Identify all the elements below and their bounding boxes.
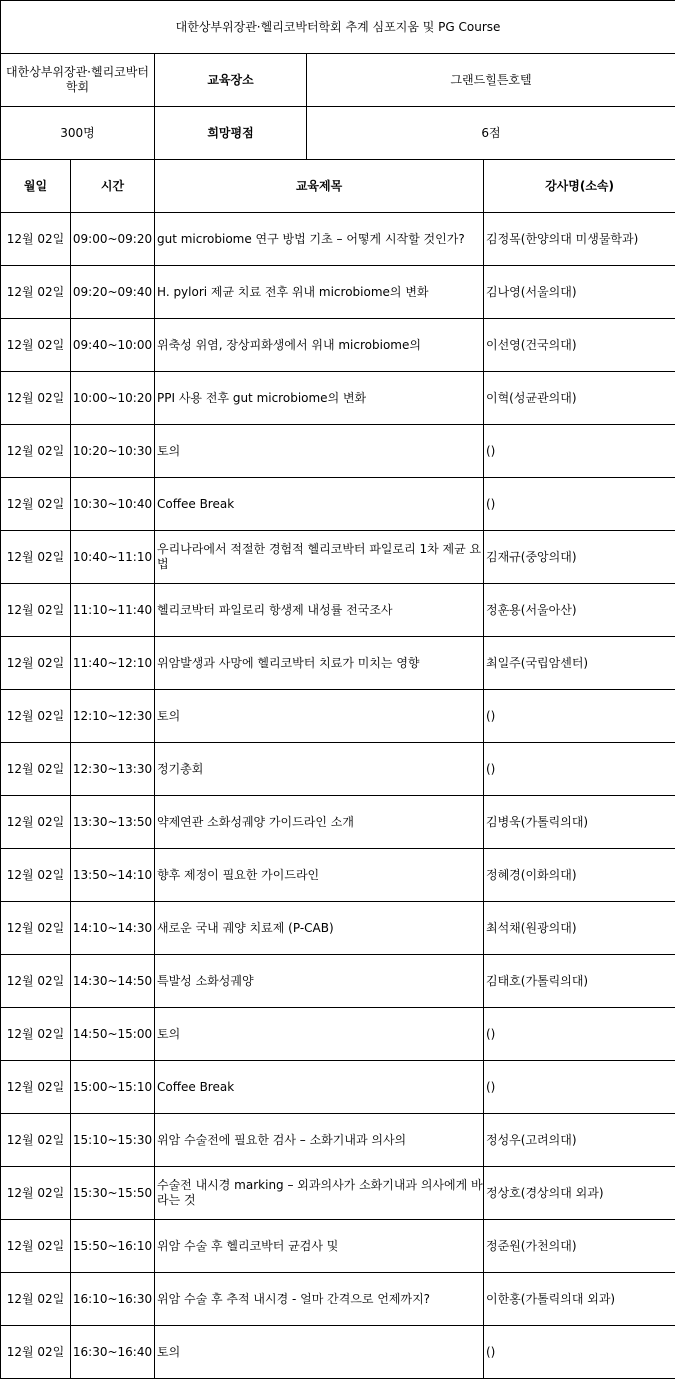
session-time: 10:20~10:30 [71, 425, 155, 478]
session-title: 토의 [155, 690, 484, 743]
session-title: gut microbiome 연구 방법 기초 – 어떻게 시작할 것인가? [155, 213, 484, 266]
organizer: 대한상부위장관·헬리코박터학회 [1, 54, 155, 107]
session-row [1, 1061, 675, 1114]
session-lecturer: 정훈용(서울아산) [484, 584, 675, 637]
session-time: 09:00~09:20 [71, 213, 155, 266]
session-time: 13:30~13:50 [71, 796, 155, 849]
session-time: 15:10~15:30 [71, 1114, 155, 1167]
session-lecturer: 정상호(경상의대 외과) [484, 1167, 675, 1220]
session-lecturer: 정준원(가천의대) [484, 1220, 675, 1273]
session-lecturer: 이선영(건국의대) [484, 319, 675, 372]
session-row [1, 213, 675, 266]
session-title: 우리나라에서 적절한 경험적 헬리코박터 파일로리 1차 제균 요법 [155, 531, 484, 584]
session-time: 14:10~14:30 [71, 902, 155, 955]
session-row [1, 1114, 675, 1167]
session-lecturer: () [484, 1061, 675, 1114]
session-title: 향후 제정이 필요한 가이드라인 [155, 849, 484, 902]
session-time: 10:00~10:20 [71, 372, 155, 425]
session-time: 14:50~15:00 [71, 1008, 155, 1061]
session-time: 11:10~11:40 [71, 584, 155, 637]
session-row [1, 902, 675, 955]
session-date: 12월 02일 [1, 1220, 71, 1273]
session-row [1, 1273, 675, 1326]
session-time: 15:00~15:10 [71, 1061, 155, 1114]
session-row [1, 1008, 675, 1061]
event-title: 대한상부위장관·헬리코박터학회 추계 심포지움 및 PG Course [1, 1, 675, 54]
session-date: 12월 02일 [1, 796, 71, 849]
session-title: 약제연관 소화성궤양 가이드라인 소개 [155, 796, 484, 849]
col-date-header: 월일 [1, 160, 71, 213]
session-row [1, 584, 675, 637]
session-date: 12월 02일 [1, 425, 71, 478]
session-lecturer: 김태호(가톨릭의대) [484, 955, 675, 1008]
session-title: 토의 [155, 425, 484, 478]
session-lecturer: 김정목(한양의대 미생물학과) [484, 213, 675, 266]
col-lecturer-header: 강사명(소속) [484, 160, 675, 213]
session-title: Coffee Break [155, 1061, 484, 1114]
session-date: 12월 02일 [1, 584, 71, 637]
session-title: 토의 [155, 1008, 484, 1061]
session-date: 12월 02일 [1, 478, 71, 531]
session-date: 12월 02일 [1, 1167, 71, 1220]
session-row [1, 1167, 675, 1220]
session-title: 위암 수술전에 필요한 검사 – 소화기내과 의사의 [155, 1114, 484, 1167]
session-row [1, 849, 675, 902]
session-date: 12월 02일 [1, 849, 71, 902]
session-row [1, 266, 675, 319]
session-title: 수술전 내시경 marking – 외과의사가 소화기내과 의사에게 바라는 것 [155, 1167, 484, 1220]
session-row [1, 425, 675, 478]
session-time: 12:30~13:30 [71, 743, 155, 796]
session-title: 위축성 위염, 장상피화생에서 위내 microbiome의 [155, 319, 484, 372]
session-lecturer: 최일주(국립암센터) [484, 637, 675, 690]
session-time: 10:40~11:10 [71, 531, 155, 584]
session-date: 12월 02일 [1, 1114, 71, 1167]
session-time: 16:10~16:30 [71, 1273, 155, 1326]
session-time: 09:40~10:00 [71, 319, 155, 372]
session-lecturer: () [484, 690, 675, 743]
session-date: 12월 02일 [1, 902, 71, 955]
session-date: 12월 02일 [1, 637, 71, 690]
session-row [1, 1220, 675, 1273]
session-date: 12월 02일 [1, 1326, 71, 1379]
session-row [1, 690, 675, 743]
session-row [1, 372, 675, 425]
session-lecturer: 김병욱(가톨릭의대) [484, 796, 675, 849]
session-date: 12월 02일 [1, 1061, 71, 1114]
session-date: 12월 02일 [1, 213, 71, 266]
session-lecturer: () [484, 743, 675, 796]
session-date: 12월 02일 [1, 372, 71, 425]
venue-label: 교육장소 [155, 54, 307, 107]
venue-row [1, 54, 675, 107]
session-title: 새로운 국내 궤양 치료제 (P-CAB) [155, 902, 484, 955]
points-value: 6점 [307, 107, 675, 160]
session-lecturer: 김재규(중앙의대) [484, 531, 675, 584]
session-title: 헬리코박터 파일로리 항생제 내성률 전국조사 [155, 584, 484, 637]
session-date: 12월 02일 [1, 531, 71, 584]
session-lecturer: 정혜경(이화의대) [484, 849, 675, 902]
session-row [1, 478, 675, 531]
session-row [1, 319, 675, 372]
session-row [1, 796, 675, 849]
session-row [1, 637, 675, 690]
session-title: 특발성 소화성궤양 [155, 955, 484, 1008]
session-time: 09:20~09:40 [71, 266, 155, 319]
session-lecturer: 김나영(서울의대) [484, 266, 675, 319]
session-time: 16:30~16:40 [71, 1326, 155, 1379]
col-title-header: 교육제목 [155, 160, 484, 213]
capacity-row [1, 107, 675, 160]
session-time: 10:30~10:40 [71, 478, 155, 531]
session-time: 12:10~12:30 [71, 690, 155, 743]
session-title: 위암 수술 후 추적 내시경 - 얼마 간격으로 언제까지? [155, 1273, 484, 1326]
session-date: 12월 02일 [1, 690, 71, 743]
session-time: 13:50~14:10 [71, 849, 155, 902]
session-title: PPI 사용 전후 gut microbiome의 변화 [155, 372, 484, 425]
session-lecturer: 최석채(원광의대) [484, 902, 675, 955]
session-row [1, 955, 675, 1008]
session-lecturer: 이혁(성균관의대) [484, 372, 675, 425]
session-row [1, 531, 675, 584]
session-lecturer: () [484, 425, 675, 478]
session-time: 14:30~14:50 [71, 955, 155, 1008]
session-lecturer: 이한홍(가톨릭의대 외과) [484, 1273, 675, 1326]
session-title: 위암 수술 후 헬리코박터 균검사 및 [155, 1220, 484, 1273]
session-date: 12월 02일 [1, 743, 71, 796]
points-label: 희망평점 [155, 107, 307, 160]
venue-value: 그랜드힐튼호텔 [307, 54, 675, 107]
session-lecturer: 정성우(고려의대) [484, 1114, 675, 1167]
session-time: 11:40~12:10 [71, 637, 155, 690]
session-date: 12월 02일 [1, 955, 71, 1008]
session-lecturer: () [484, 1008, 675, 1061]
session-date: 12월 02일 [1, 319, 71, 372]
column-header-row [1, 160, 675, 213]
title-row [1, 1, 675, 54]
session-row [1, 1326, 675, 1379]
session-date: 12월 02일 [1, 266, 71, 319]
col-time-header: 시간 [71, 160, 155, 213]
session-date: 12월 02일 [1, 1273, 71, 1326]
session-time: 15:50~16:10 [71, 1220, 155, 1273]
session-title: Coffee Break [155, 478, 484, 531]
session-title: 정기총회 [155, 743, 484, 796]
session-lecturer: () [484, 1326, 675, 1379]
session-lecturer: () [484, 478, 675, 531]
capacity: 300명 [1, 107, 155, 160]
session-title: H. pylori 제균 치료 전후 위내 microbiome의 변화 [155, 266, 484, 319]
session-time: 15:30~15:50 [71, 1167, 155, 1220]
session-row [1, 743, 675, 796]
session-date: 12월 02일 [1, 1008, 71, 1061]
session-title: 위암발생과 사망에 헬리코박터 치료가 미치는 영향 [155, 637, 484, 690]
session-title: 토의 [155, 1326, 484, 1379]
